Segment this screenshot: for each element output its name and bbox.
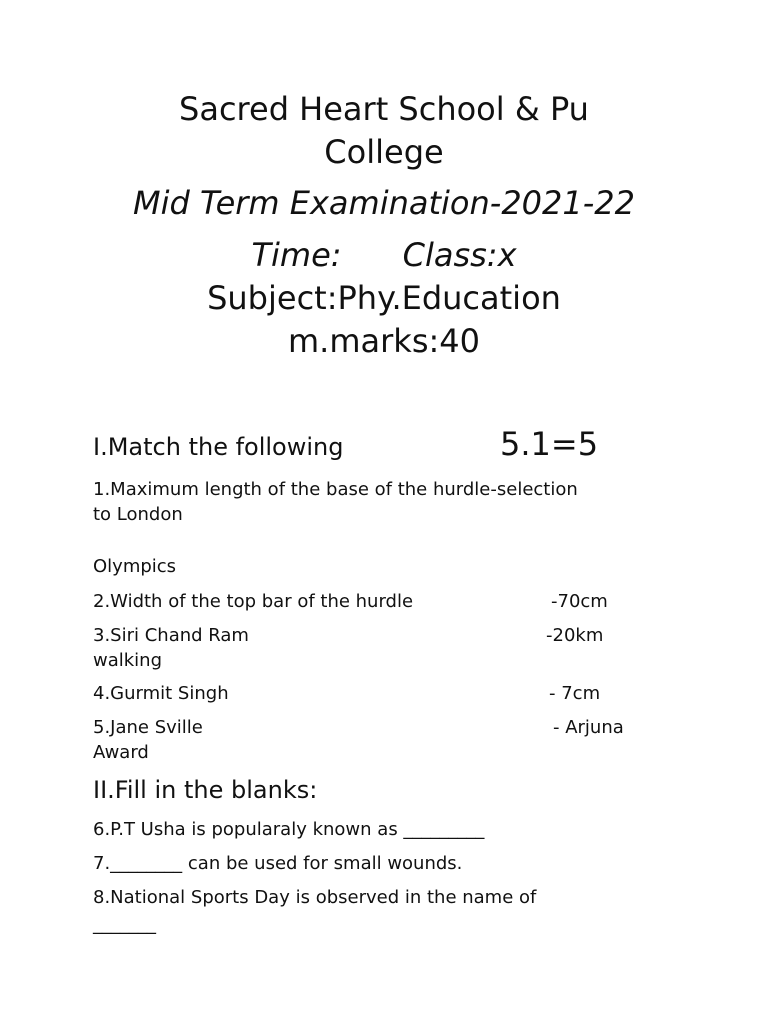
question-1-line3: Olympics <box>93 556 177 577</box>
section-1-marks: 5.1=5 <box>500 425 599 463</box>
question-1-line2: to London <box>93 504 183 525</box>
question-7: 7.________ can be used for small wounds. <box>93 853 463 874</box>
time-label: Time: <box>251 236 342 274</box>
time-class-line <box>0 235 768 275</box>
question-4: 4.Gurmit Singh <box>93 683 229 704</box>
option-5: - Arjuna <box>553 717 624 738</box>
max-marks-line: m.marks:40 <box>288 322 480 360</box>
option-3-wrap: walking <box>93 650 163 671</box>
question-2: 2.Width of the top bar of the hurdle <box>93 591 414 612</box>
school-name-line1: Sacred Heart School & Pu <box>179 90 589 128</box>
option-4: - 7cm <box>549 683 601 704</box>
question-1-line1: 1.Maximum length of the base of the hurdle-selection <box>93 479 578 500</box>
exam-title: Mid Term Examination-2021-22 <box>132 184 636 222</box>
question-8-line1: 8.National Sports Day is observed in the name of <box>93 887 537 908</box>
school-name <box>0 88 768 174</box>
question-8-line2: _______ <box>93 914 156 935</box>
question-3: 3.Siri Chand Ram <box>93 625 249 646</box>
option-5-wrap: Award <box>93 742 149 763</box>
subject-line: Subject:Phy.Education <box>207 279 561 317</box>
option-3: -20km <box>546 625 604 646</box>
question-5: 5.Jane Sville <box>93 717 203 738</box>
section-2-heading: II.Fill in the blanks: <box>93 776 318 804</box>
question-6: 6.P.T Usha is popularaly known as _________ <box>93 819 485 840</box>
section-1-heading: I.Match the following <box>93 433 344 461</box>
class-label: Class:x <box>402 236 517 274</box>
school-name-line2: College <box>324 133 444 171</box>
option-2: -70cm <box>551 591 608 612</box>
